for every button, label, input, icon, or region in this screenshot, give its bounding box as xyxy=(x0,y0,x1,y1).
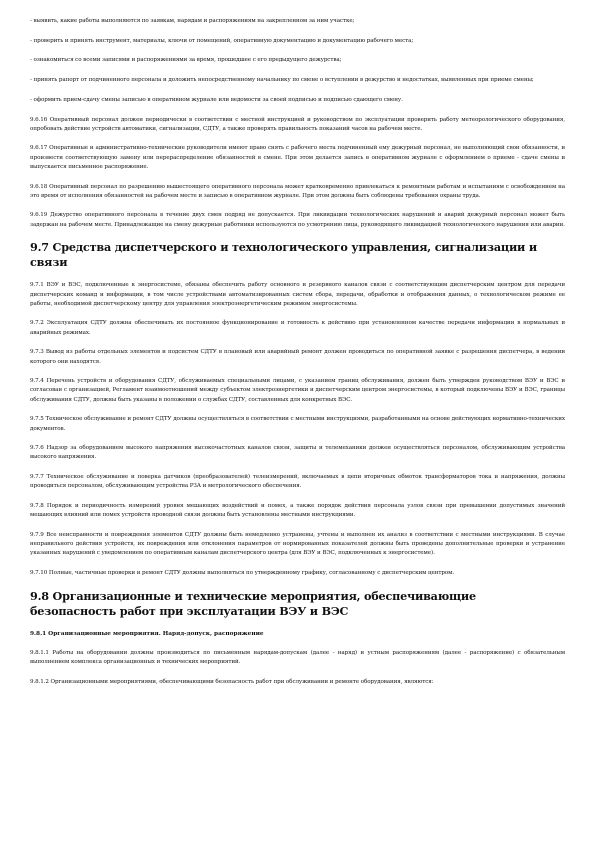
paragraph: 9.7.3 Вывод из работы отдельных элементов и подсистем СДТУ в плановый или аварийный ремонт должен проводиться по оперативной заявке с разрешения диспетчера, в ведении которого они находятся. xyxy=(30,349,565,365)
paragraph: 9.7.6 Надзор за оборудованием высокого напряжения высокочастотных каналов связи, защиты и телемеханики должен осуществляться персоналом, обслуживающим устройства высокого напряжения. xyxy=(30,445,565,461)
paragraph: - ознакомиться со всеми записями и распоряжениями за время, прошедшее с его предыдущего дежурства; xyxy=(30,57,342,64)
paragraph: 9.7.5 Техническое обслуживание и ремонт СДТУ должны осуществляться в соответствии с местными инструкциями, разработанными на основе действующих нормативно-технических документов. xyxy=(30,416,565,432)
subsection-heading: 9.8.1 Организационные мероприятия. Наряд-допуск, распоряжение xyxy=(30,630,264,637)
paragraph: - принять рапорт от подчиненного персонала и доложить непосредственному начальнику по смене о вступлении в дежурство и недостатках, выявленных при приеме смены; xyxy=(30,77,534,84)
paragraph: 9.8.1.2 Организационными мероприятиями, обеспечивающими безопасность работ при обслуживании и ремонте оборудования, являются: xyxy=(30,678,434,685)
paragraph: 9.7.2 Эксплуатация СДТУ должна обеспечивать их постоянное функционирование и готовность к действию при установленном качестве передачи информации в нормальных и аварийных режимах. xyxy=(30,320,565,336)
section-heading: 9.7 Средства диспетчерского и технологического управления, сигнализации и связи xyxy=(30,240,537,270)
paragraph: 9.7.1 ВЭУ и ВЭС, подключенные к энергосистеме, обязаны обеспечить работу основного и резервного каналов связи с соответствующим диспетчерским центром для передачи диспетчерских команд и информации, в том числе устройствами автоматизированных систем сбора, передачи, обработки и отображения данных, о технологическом режиме ее работы, необходимой диспетчерскому центру для управления электроэнергетическим режимом энергосистемы. xyxy=(30,282,565,307)
paragraph: - оформить прием-сдачу смены записью в оперативном журнале или ведомости за своей подписью и подписью сдающего смену. xyxy=(30,96,403,103)
paragraph: 9.8.1.1 Работы на оборудовании должны производиться по письменным нарядам-допускам (далее - наряд) и устным распоряжениям (далее - распоряжение) с обязательным выполнением комплекса организационных и технических мероприятий. xyxy=(30,649,565,666)
paragraph: 9.6.17 Оперативные и административно-технические руководители имеют право снять с рабочего места подчиненный ему дежурный персонал, не выполняющий свои обязанности, и произвести соответствующую замену или перераспределение обязанностей в смене. При этом делается запись в оперативном журнале с оформлением о приеме - сдаче смены и выпускается письменное распоряжение. xyxy=(30,145,565,170)
paragraph: 9.6.18 Оперативный персонал по разрешению вышестоящего оперативного персонала может кратковременно привлекаться к ремонтным работам и испытаниям с освобождением на это время от исполнения обязанностей на рабочем месте и записью в оперативном журнале. При этом должны быть соблюдены требования охраны труда. xyxy=(30,183,565,199)
paragraph: 9.6.19 Дежурство оперативного персонала в течение двух смен подряд не допускается. При ликвидации технологических нарушений и аварий дежурный персонал может быть задержан на рабочем месте. Принадлежащие на смену дежурные работники используются по усмотрению лица, руководящего ликвидацией технологического нарушения или аварии. xyxy=(30,212,565,228)
paragraph: - проверить и принять инструмент, материалы, ключи от помещений, оперативную документацию и документацию рабочего места; xyxy=(30,37,414,44)
paragraph: - выявить, какие работы выполняются по заявкам, нарядам и распоряжениям на закрепленном за ним участке; xyxy=(30,18,355,24)
paragraph: 9.6.16 Оперативный персонал должен периодически в соответствии с местной инструкцией и руководством по эксплуатации проверить работу метеорологического оборудования, опробовать действие устройств автоматики, сигнализации, СДТУ, а также проверять правильность показаний часов на рабочем месте. xyxy=(30,116,565,132)
paragraph: 9.7.7 Техническое обслуживание и поверка датчиков (преобразователей) телеизмерений, включаемых в цепи вторичных обмоток трансформаторов тока и напряжения, должны проводиться персоналом, обслуживающим устройства РЗА и метрологического обеспечения. xyxy=(30,474,565,490)
paragraph: 9.7.9 Все неисправности и повреждения элементов СДТУ должны быть немедленно устранены, учтены и выполнен их анализ в соответствии с местными инструкциями. В случае неправильного действия устройств, их повреждения или отклонения параметров от нормированных показателей должны быть проведены дополнительные проверки и устранение указанных нарушений с уведомлением по оперативным каналам диспетчерского центра (для ВЭУ и ВЭС, подключенных к энергосистеме). xyxy=(30,532,565,557)
section-heading: 9.8 Организационные и технические мероприятия, обеспечивающие безопасность работ при эксплуатации ВЭУ и ВЭС xyxy=(30,588,476,618)
paragraph: 9.7.8 Порядок и периодичность измерений уровня мешающих воздействий и помех, а также порядок действия персонала узлов связи при превышении допустимых значений мешающих влияний или помех устройств проводной связи должны быть установлены местными инструкциями. xyxy=(30,503,565,519)
paragraph: 9.7.4 Перечень устройств и оборудования СДТУ, обслуживаемых специальными лицами, с указанием границ обслуживания, должен быть утвержден руководством ВЭУ и ВЭС и согласован с организацией, Регламент взаимоотношений между субъектом электроэнергетики и диспетчерским центром энергосистемы, в который подключены ВЭУ и ВЭС, границы обслуживания СДТУ, должны быть указаны в положении о службах СДТУ, составленных для конкретных ВЭС. xyxy=(30,378,565,403)
paragraph: 9.7.10 Полные, частичные проверки и ремонт СДТУ должны выполняться по утвержденному графику, согласованному с диспетчерским центром. xyxy=(30,570,455,577)
